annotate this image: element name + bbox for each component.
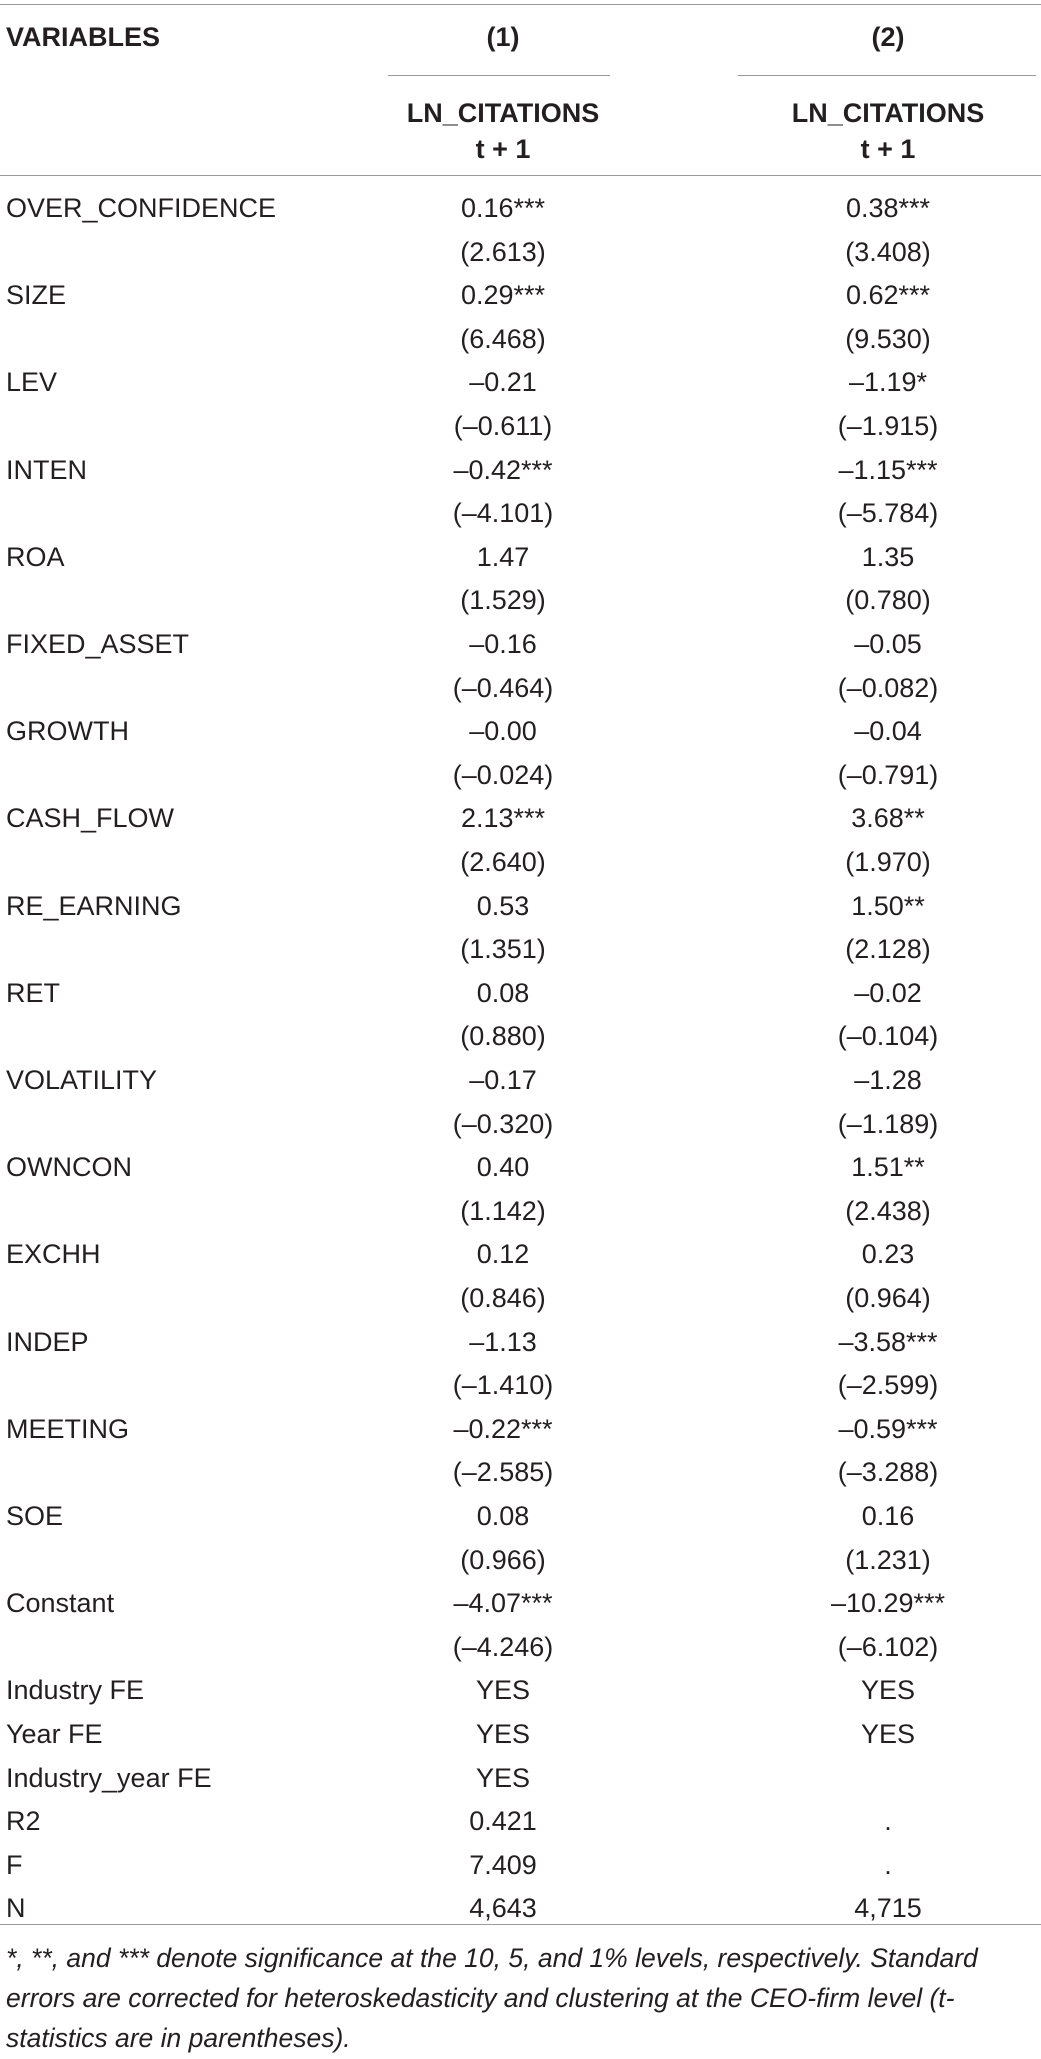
variable-name: OVER_CONFIDENCE <box>6 193 277 223</box>
t-stat-col-1: (0.966) <box>460 1545 546 1575</box>
summary-row-label: Year FE <box>6 1719 103 1749</box>
variable-name: RE_EARNING <box>6 891 182 921</box>
footnote-line-1: *, **, and *** denote significance at the 10, 5, and 1% levels, respectively. Standard <box>6 1943 978 1973</box>
summary-value-col-1: 0.421 <box>469 1806 537 1836</box>
summary-value-col-2: YES <box>860 1675 916 1705</box>
coefficient-col-1: 0.16*** <box>460 193 546 223</box>
coefficient-col-2: –1.28 <box>854 1065 922 1095</box>
column-1-dependent-variable: LN_CITATIONS <box>406 98 600 128</box>
t-stat-col-1: (1.529) <box>460 585 546 615</box>
coefficient-col-1: –4.07*** <box>453 1588 553 1618</box>
t-stat-col-2: (1.970) <box>845 847 931 877</box>
variable-name: LEV <box>6 367 58 397</box>
summary-row-label: Industry FE <box>6 1675 145 1705</box>
variable-name: INTEN <box>6 455 87 485</box>
coefficient-col-2: 3.68** <box>851 803 925 833</box>
summary-value-col-2: YES <box>860 1719 916 1749</box>
coefficient-col-1: –0.16 <box>469 629 537 659</box>
t-stat-col-2: (0.780) <box>845 585 931 615</box>
summary-value-col-2: . <box>884 1806 892 1836</box>
variable-name: EXCHH <box>6 1239 101 1269</box>
variable-name: INDEP <box>6 1327 89 1357</box>
t-stat-col-2: (0.964) <box>845 1283 931 1313</box>
summary-value-col-2: . <box>884 1850 892 1880</box>
column-2-dependent-variable-horizon: t + 1 <box>860 134 916 164</box>
variable-name: Constant <box>6 1588 115 1618</box>
t-stat-col-2: (–2.599) <box>837 1370 939 1400</box>
coefficient-col-1: –0.17 <box>469 1065 537 1095</box>
coefficient-col-2: 1.51** <box>851 1152 925 1182</box>
coefficient-col-2: –1.15*** <box>838 455 938 485</box>
coefficient-col-2: –3.58*** <box>838 1327 938 1357</box>
variable-name: MEETING <box>6 1414 130 1444</box>
table-footnote <box>6 1938 1036 2058</box>
t-stat-col-1: (1.142) <box>460 1196 546 1226</box>
coefficient-col-1: –0.00 <box>469 716 537 746</box>
summary-value-col-1: 7.409 <box>469 1850 537 1880</box>
summary-row-label: F <box>6 1850 23 1880</box>
coefficient-col-2: 1.50** <box>851 891 925 921</box>
t-stat-col-2: (–5.784) <box>837 498 939 528</box>
t-stat-col-2: (2.128) <box>845 934 931 964</box>
coefficient-col-1: 0.08 <box>476 1501 530 1531</box>
t-stat-col-1: (2.613) <box>460 237 546 267</box>
variable-name: VOLATILITY <box>6 1065 158 1095</box>
t-stat-col-1: (–0.464) <box>452 673 554 703</box>
coefficient-col-1: 0.08 <box>476 978 530 1008</box>
t-stat-col-1: (2.640) <box>460 847 546 877</box>
coefficient-col-2: –1.19* <box>848 367 928 397</box>
t-stat-col-2: (–1.915) <box>837 411 939 441</box>
t-stat-col-2: (1.231) <box>845 1545 931 1575</box>
column-2-spanner-rule <box>738 75 1036 76</box>
summary-value-col-1: YES <box>475 1675 531 1705</box>
column-1-number: (1) <box>486 22 520 52</box>
t-stat-col-1: (–0.024) <box>452 760 554 790</box>
column-1-dependent-variable-horizon: t + 1 <box>475 134 531 164</box>
coefficient-col-1: –0.22*** <box>453 1414 553 1444</box>
coefficient-col-1: –0.42*** <box>453 455 553 485</box>
t-stat-col-1: (–0.611) <box>453 411 553 441</box>
variable-name: SIZE <box>6 280 67 310</box>
t-stat-col-2: (–6.102) <box>837 1632 939 1662</box>
coefficient-col-2: –0.05 <box>854 629 922 659</box>
coefficient-col-1: 0.53 <box>476 891 530 921</box>
coefficient-col-1: 0.29*** <box>460 280 546 310</box>
header-bottom-rule <box>0 175 1041 176</box>
column-2-dependent-variable: LN_CITATIONS <box>791 98 985 128</box>
t-stat-col-1: (0.880) <box>460 1021 546 1051</box>
t-stat-col-1: (–2.585) <box>452 1457 554 1487</box>
t-stat-col-2: (–0.104) <box>837 1021 939 1051</box>
t-stat-col-1: (1.351) <box>460 934 546 964</box>
t-stat-col-2: (2.438) <box>845 1196 931 1226</box>
table-bottom-rule <box>0 1924 1041 1925</box>
coefficient-col-2: 0.38*** <box>845 193 931 223</box>
summary-row-label: N <box>6 1893 26 1923</box>
variable-name: FIXED_ASSET <box>6 629 190 659</box>
variable-name: RET <box>6 978 60 1008</box>
summary-row-label: Industry_year FE <box>6 1763 212 1793</box>
summary-value-col-1: 4,643 <box>469 1893 537 1923</box>
coefficient-col-1: –1.13 <box>469 1327 537 1357</box>
t-stat-col-2: (–3.288) <box>837 1457 939 1487</box>
t-stat-col-2: (3.408) <box>845 237 931 267</box>
coefficient-col-1: 0.40 <box>476 1152 530 1182</box>
t-stat-col-1: (0.846) <box>460 1283 546 1313</box>
coefficient-col-2: 1.35 <box>861 542 915 572</box>
coefficient-col-1: 2.13*** <box>460 803 546 833</box>
t-stat-col-2: (–1.189) <box>837 1109 939 1139</box>
footnote-line-2: errors are corrected for heteroskedasticity and clustering at the CEO-firm level (t- <box>6 1983 955 2013</box>
t-stat-col-1: (–1.410) <box>452 1370 554 1400</box>
variable-name: SOE <box>6 1501 64 1531</box>
column-1-spanner-rule <box>388 75 610 76</box>
coefficient-col-1: 0.12 <box>476 1239 530 1269</box>
coefficient-col-2: 0.16 <box>861 1501 915 1531</box>
variables-header: VARIABLES <box>6 22 161 52</box>
table-top-rule <box>0 4 1041 5</box>
summary-value-col-2: 4,715 <box>854 1893 922 1923</box>
coefficient-col-2: –0.02 <box>854 978 922 1008</box>
coefficient-col-2: –0.04 <box>854 716 922 746</box>
footnote-line-3: statistics are in parentheses). <box>6 2023 351 2053</box>
summary-row-label: R2 <box>6 1806 41 1836</box>
coefficient-col-2: –10.29*** <box>830 1588 946 1618</box>
variable-name: GROWTH <box>6 716 129 746</box>
coefficient-col-1: –0.21 <box>469 367 537 397</box>
variable-name: ROA <box>6 542 65 572</box>
t-stat-col-1: (6.468) <box>460 324 546 354</box>
coefficient-col-2: –0.59*** <box>838 1414 938 1444</box>
summary-value-col-2 <box>703 1758 1041 1798</box>
variable-name: CASH_FLOW <box>6 803 175 833</box>
summary-value-col-1: YES <box>475 1763 531 1793</box>
t-stat-col-1: (–4.101) <box>452 498 554 528</box>
t-stat-col-1: (–0.320) <box>452 1109 554 1139</box>
t-stat-col-1: (–4.246) <box>452 1632 554 1662</box>
summary-value-col-1: YES <box>475 1719 531 1749</box>
t-stat-col-2: (–0.082) <box>837 673 939 703</box>
t-stat-col-2: (9.530) <box>845 324 931 354</box>
variable-name: OWNCON <box>6 1152 132 1182</box>
coefficient-col-2: 0.23 <box>861 1239 915 1269</box>
coefficient-col-1: 1.47 <box>476 542 530 572</box>
t-stat-col-2: (–0.791) <box>837 760 939 790</box>
coefficient-col-2: 0.62*** <box>845 280 931 310</box>
column-2-number: (2) <box>871 22 905 52</box>
